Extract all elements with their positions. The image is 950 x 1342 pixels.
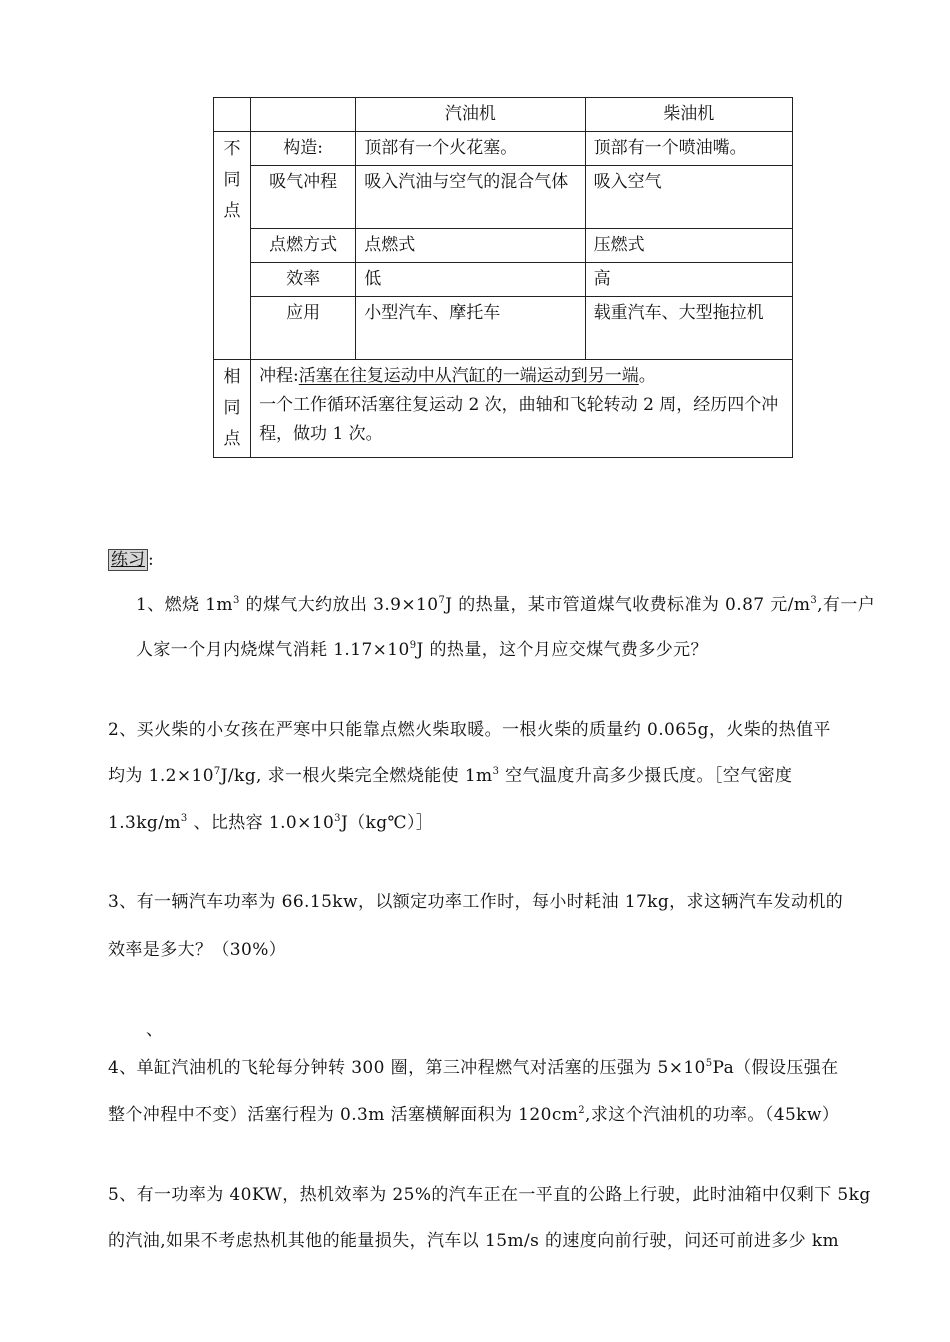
- table-row: [214, 229, 793, 263]
- same-content-cell: [251, 360, 793, 458]
- stroke-end: 。: [638, 366, 656, 386]
- stroke-def: 活塞在往复运动中从汽缸的一端运动到另一端: [298, 366, 639, 386]
- problem-2-line-2: 均为 $1.2\times 10^7J/kg$, 求一根火柴完全燃烧能使 $1m^3$ 空气温度升高多少摄氏度。［空气密度: [108, 766, 793, 786]
- table-row: [214, 263, 793, 297]
- problem-3-line-2: 效率是多大？（30%）: [108, 940, 287, 960]
- row-item: 应用: [251, 297, 356, 360]
- problem-5-line-2: 的汽油,如果不考虑热机其他的能量损失，汽车以 15m/s 的速度向前行驶，问还可前进多少 km: [108, 1231, 840, 1251]
- gasoline-cell: 顶部有一个火花塞。: [356, 132, 585, 166]
- diesel-cell: 载重汽车、大型拖拉机: [585, 297, 792, 360]
- stroke-label: 冲程:: [259, 366, 299, 386]
- row-item: 点燃方式: [251, 229, 356, 263]
- problem-2-line-1: 2、买火柴的小女孩在严寒中只能靠点燃火柴取暖。一根火柴的质量约 0.065g，火柴的热值平: [108, 720, 831, 740]
- problem-1-line-2: 人家一个月内烧煤气消耗 $1.17\times 10^9J$ 的热量，这个月应交煤气费多少元？: [136, 640, 708, 660]
- stroke-definition: [259, 362, 784, 391]
- problem-2-line-3: $1.3kg/m^3$ 、比热容 $1.0\times 10^3J(kg℃)]$: [108, 813, 434, 833]
- row-item: 构造:: [251, 132, 356, 166]
- diesel-cell: 顶部有一个喷油嘴。: [585, 132, 792, 166]
- header-diesel: 柴油机: [585, 98, 792, 132]
- problem-4-line-1: 4、单缸汽油机的飞轮每分钟转 300 圈，第三冲程燃气对活塞的压强为 $5\times 10^5Pa$（假设压强在: [108, 1058, 839, 1078]
- diff-label: 不 同 点: [223, 139, 241, 221]
- stray-mark: 、: [146, 1020, 164, 1040]
- diesel-cell: 高: [585, 263, 792, 297]
- diff-label-cell: [214, 132, 251, 360]
- problem-5-line-1: 5、有一功率为 40KW，热机效率为 25%的汽车正在一平直的公路上行驶，此时油箱中仅剩下 5kg: [108, 1185, 871, 1205]
- header-cell-empty: [251, 98, 356, 132]
- same-label: 相 同 点: [223, 367, 241, 449]
- engine-comparison-table: [213, 97, 793, 458]
- problem-4-line-2: 整个冲程中不变）活塞行程为 0.3m 活塞横解面积为 $120cm^2$,求这个汽油机的功率。（45kw）: [108, 1105, 840, 1125]
- diesel-cell: 吸入空气: [585, 166, 792, 229]
- table-header-row: [214, 98, 793, 132]
- diesel-cell: 压燃式: [585, 229, 792, 263]
- cycle-description: 一个工作循环活塞往复运动 2 次，曲轴和飞轮转动 2 周，经历四个冲程，做功 1 次。: [259, 395, 779, 444]
- practice-colon: :: [148, 550, 154, 570]
- gasoline-cell: 点燃式: [356, 229, 585, 263]
- table-row: [214, 360, 793, 458]
- header-cell-empty: [214, 98, 251, 132]
- table-row: [214, 166, 793, 229]
- gasoline-cell: 吸入汽油与空气的混合气体: [356, 166, 585, 229]
- practice-label: 练习: [108, 549, 148, 571]
- same-label-cell: [214, 360, 251, 458]
- table-row: [214, 297, 793, 360]
- table-row: [214, 132, 793, 166]
- problem-1-line-1: 1、燃烧 $1m^3$ 的煤气大约放出 $3.9\times 10^7J$ 的热量，某市管道煤气收费标准为 0.87 元$/m^3$,有一户: [136, 595, 876, 615]
- gasoline-cell: 小型汽车、摩托车: [356, 297, 585, 360]
- header-gasoline: 汽油机: [356, 98, 585, 132]
- row-item: 效率: [251, 263, 356, 297]
- problem-3-line-1: 3、有一辆汽车功率为 66.15kw，以额定功率工作时，每小时耗油 17kg，求这辆汽车发动机的: [108, 892, 844, 912]
- gasoline-cell: 低: [356, 263, 585, 297]
- row-item: 吸气冲程: [251, 166, 356, 229]
- practice-heading: [108, 545, 154, 570]
